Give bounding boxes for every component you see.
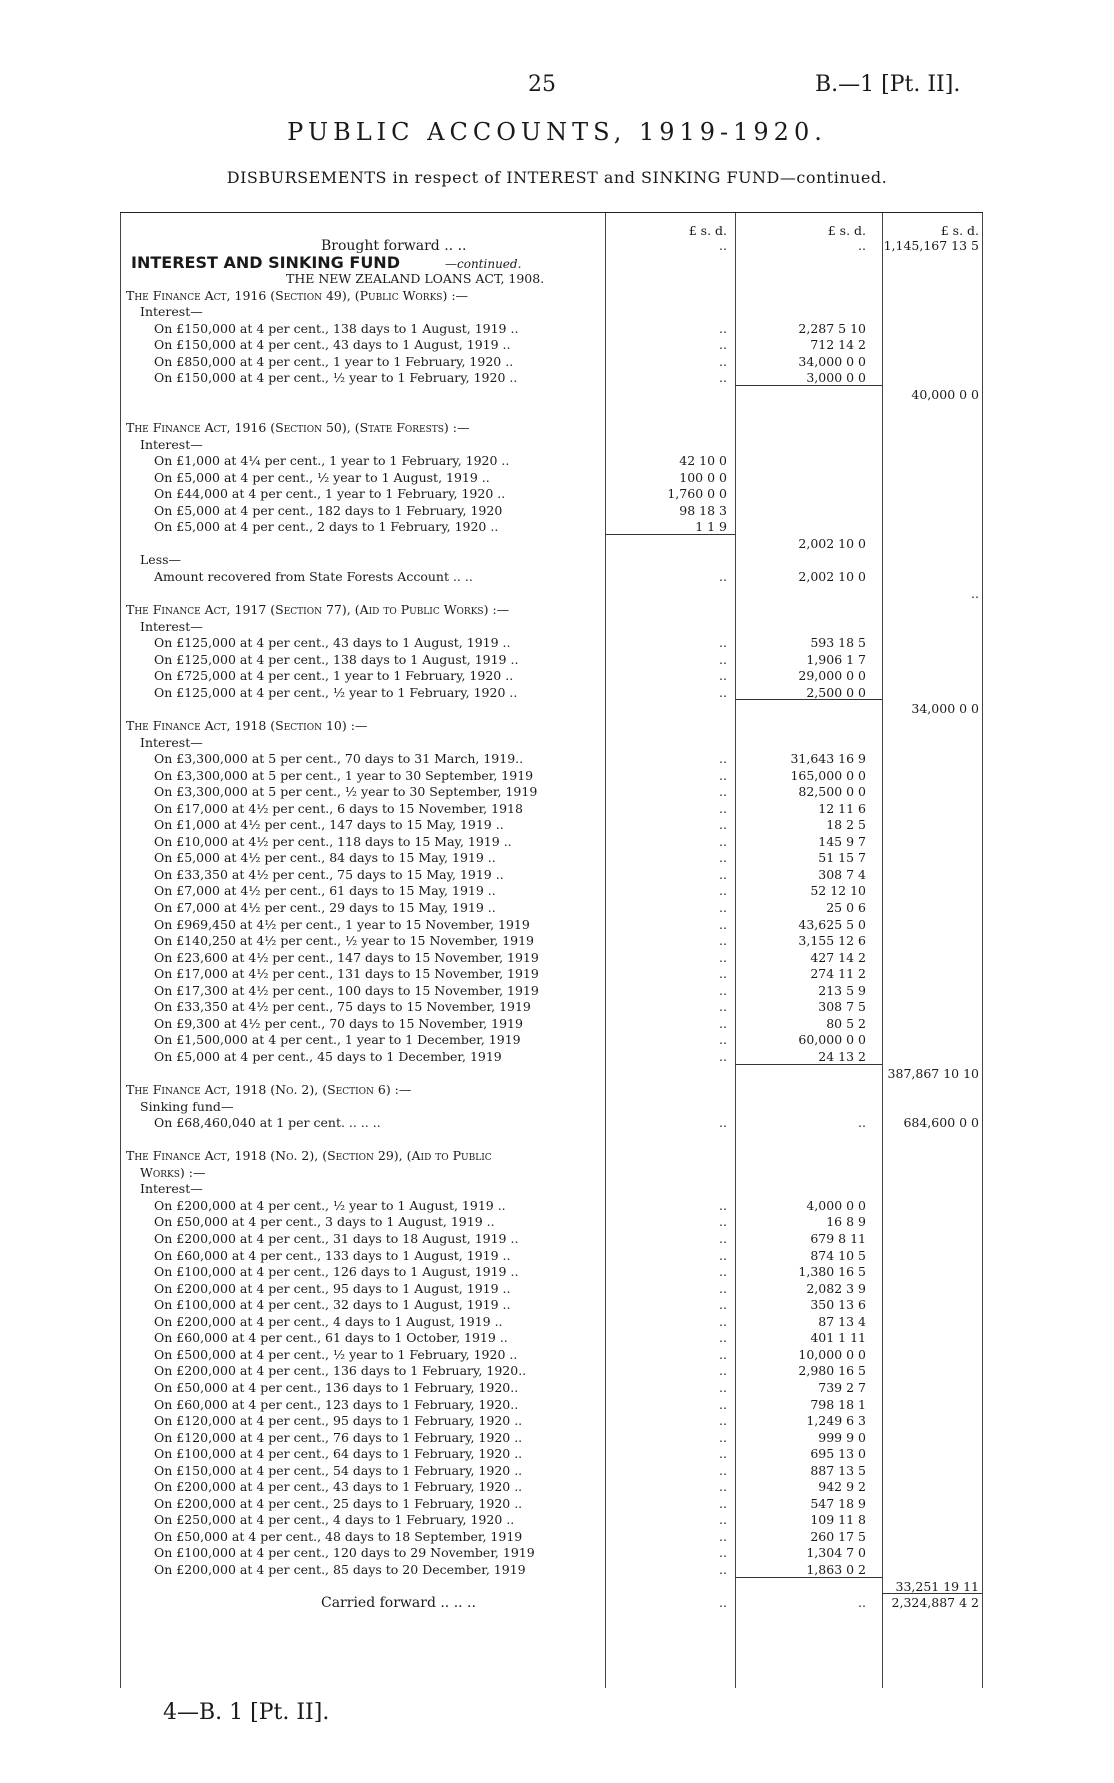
amount-c1: .. (719, 1562, 727, 1577)
row-label: On £1,500,000 at 4 per cent., 1 year to 1 December, 1919 (154, 1032, 521, 1048)
amount-c1: .. (719, 651, 727, 667)
amount-c2: 260 17 5 (810, 1528, 866, 1544)
table-row (120, 999, 983, 1015)
row-label: On £1,000 at 4¼ per cent., 1 year to 1 February, 1920 .. (154, 453, 510, 469)
amount-c2: 12 11 6 (818, 800, 866, 816)
table-row (120, 983, 983, 999)
row-label: On £3,300,000 at 5 per cent., 1 year to 30 September, 1919 (154, 767, 534, 783)
table-row (120, 1363, 983, 1379)
row-label: On £44,000 at 4 per cent., 1 year to 1 February, 1920 .. (154, 486, 506, 502)
table-row (120, 950, 983, 966)
table-row (120, 304, 983, 320)
row-label: Sinking fund— (140, 1098, 234, 1114)
row-label: On £500,000 at 4 per cent., ½ year to 1 February, 1920 .. (154, 1346, 518, 1362)
row-label: Carried forward .. .. .. (321, 1595, 476, 1612)
row-label: On £125,000 at 4 per cent., ½ year to 1 February, 1920 .. (154, 684, 518, 700)
table-row (120, 1099, 983, 1115)
amount-c1: .. (719, 1297, 727, 1313)
amount-c1: 1,760 0 0 (667, 486, 727, 502)
amount-c2: 1,304 7 0 (806, 1545, 866, 1561)
table-row (120, 1463, 983, 1479)
amount-c2: 1,906 1 7 (806, 651, 866, 667)
amount-c1: .. (719, 833, 727, 849)
row-label: On £120,000 at 4 per cent., 76 days to 1 February, 1920 .. (154, 1429, 523, 1445)
amount-c2: 29,000 0 0 (798, 668, 866, 684)
amount-c2: 999 9 0 (818, 1429, 866, 1445)
amount-c2: 145 9 7 (818, 833, 866, 849)
row-label: On £5,000 at 4 per cent., ½ year to 1 August, 1919 .. (154, 469, 490, 485)
amount-c1: .. (719, 1313, 727, 1329)
table-row (120, 1446, 983, 1462)
row-label: On £60,000 at 4 per cent., 133 days to 1 August, 1919 .. (154, 1247, 511, 1263)
sum-rule (735, 699, 882, 700)
amount-c2: 887 13 5 (810, 1462, 866, 1478)
table-row (120, 238, 983, 254)
amount-c1: .. (719, 1413, 727, 1429)
amount-c3: 1,145,167 13 5 (883, 238, 979, 253)
amount-c1: .. (719, 982, 727, 998)
sum-rule (882, 1593, 982, 1594)
table-row (120, 735, 983, 751)
row-label: On £23,600 at 4½ per cent., 147 days to 15 November, 1919 (154, 949, 539, 965)
amount-c2: .. (858, 238, 866, 253)
row-label: On £250,000 at 4 per cent., 4 days to 1 February, 1920 .. (154, 1512, 515, 1528)
table-row (120, 1148, 983, 1164)
table-row (120, 420, 983, 436)
row-label: Brought forward .. .. (321, 238, 467, 254)
amount-c2: 942 9 2 (818, 1479, 866, 1495)
amount-c1: 42 10 0 (679, 453, 727, 469)
amount-c1: .. (719, 1379, 727, 1395)
amount-c2: 798 18 1 (810, 1396, 866, 1412)
row-label: INTEREST AND SINKING FUND (131, 252, 400, 272)
amount-c2: 679 8 11 (810, 1231, 866, 1246)
column-header-row (120, 223, 983, 239)
amount-c2: 2,980 16 5 (798, 1363, 866, 1379)
table-row (120, 404, 983, 420)
row-label: On £5,000 at 4 per cent., 182 days to 1 February, 1920 (154, 502, 503, 518)
amount-c1: 1 1 9 (695, 519, 727, 535)
table-row (120, 453, 983, 469)
amount-c2: 2,002 10 0 (798, 569, 866, 584)
amount-c1: .. (719, 751, 727, 767)
amount-c2: 350 13 6 (810, 1297, 866, 1313)
amount-c2: 427 14 2 (810, 949, 866, 965)
row-label: On £17,000 at 4½ per cent., 6 days to 15 November, 1918 (154, 800, 523, 816)
amount-c1: .. (719, 933, 727, 949)
table-row (120, 1397, 983, 1413)
table-row (120, 966, 983, 982)
amount-c1: .. (719, 966, 727, 982)
table-row (120, 536, 983, 552)
column-header-2: £ s. d. (827, 223, 866, 238)
table-row (120, 602, 983, 618)
amount-c3: 33,251 19 11 (895, 1578, 979, 1594)
table-row (120, 1314, 983, 1330)
amount-c2: 60,000 0 0 (798, 1032, 866, 1048)
amount-c1: .. (719, 1479, 727, 1495)
amount-c2: .. (858, 1115, 866, 1131)
amount-c1: .. (719, 1280, 727, 1296)
amount-c2: 16 8 9 (826, 1214, 866, 1230)
amount-c2: 2,500 0 0 (806, 684, 866, 700)
amount-c2: 3,000 0 0 (806, 370, 866, 386)
table-row (120, 1032, 983, 1048)
amount-c2: 3,155 12 6 (798, 933, 866, 949)
table-row (120, 668, 983, 684)
table-row (120, 900, 983, 916)
sum-rule (605, 534, 735, 535)
row-label: On £68,460,040 at 1 per cent. .. .. .. (154, 1115, 381, 1131)
table-row (120, 1297, 983, 1313)
table-row (120, 768, 983, 784)
table-row (120, 1016, 983, 1032)
amount-c1: .. (719, 850, 727, 866)
row-label: On £725,000 at 4 per cent., 1 year to 1 February, 1920 .. (154, 668, 514, 684)
amount-c1: .. (719, 999, 727, 1015)
row-label: The Finance Act, 1918 (No. 2), (Section 6) :— (126, 1082, 412, 1098)
row-label: On £100,000 at 4 per cent., 64 days to 1 February, 1920 .. (154, 1446, 523, 1462)
row-label: On £140,250 at 4½ per cent., ½ year to 15 November, 1919 (154, 933, 535, 949)
amount-c1: .. (719, 569, 727, 584)
row-label: On £1,000 at 4½ per cent., 147 days to 15 May, 1919 .. (154, 817, 504, 833)
amount-c2: 593 18 5 (810, 635, 866, 651)
row-label: On £7,000 at 4½ per cent., 29 days to 15 May, 1919 .. (154, 900, 496, 915)
amount-c1: .. (719, 1115, 727, 1131)
amount-c1: .. (719, 1462, 727, 1478)
column-header-1: £ s. d. (688, 223, 727, 238)
row-label: On £60,000 at 4 per cent., 61 days to 1 October, 1919 .. (154, 1330, 508, 1346)
table-row (120, 569, 983, 585)
amount-c2: 24 13 2 (818, 1048, 866, 1064)
table-row (120, 850, 983, 866)
amount-c1: .. (719, 817, 727, 833)
amount-c1: .. (719, 320, 727, 336)
row-label: On £200,000 at 4 per cent., 4 days to 1 August, 1919 .. (154, 1313, 503, 1329)
row-label: On £9,300 at 4½ per cent., 70 days to 15 November, 1919 (154, 1015, 523, 1031)
table-row (120, 1066, 983, 1082)
table-row (120, 1347, 983, 1363)
amount-c2: 274 11 2 (810, 966, 866, 982)
row-label: On £100,000 at 4 per cent., 126 days to 1 August, 1919 .. (154, 1264, 519, 1280)
amount-c1: .. (719, 1264, 727, 1280)
row-label: The Finance Act, 1917 (Section 77), (Aid to Public Works) :— (126, 602, 510, 618)
amount-c1: 100 0 0 (679, 469, 727, 485)
amount-c2: 4,000 0 0 (806, 1197, 866, 1213)
amount-c1: .. (719, 1429, 727, 1445)
table-row (120, 784, 983, 800)
table-row (120, 387, 983, 403)
table-row (120, 652, 983, 668)
row-label: On £10,000 at 4½ per cent., 118 days to 15 May, 1919 .. (154, 833, 512, 849)
amount-c1: .. (719, 800, 727, 816)
amount-c2: 712 14 2 (810, 337, 866, 353)
table-row (120, 321, 983, 337)
amount-c1: .. (719, 370, 727, 386)
amount-c1: .. (719, 1446, 727, 1462)
sum-rule (735, 1064, 882, 1065)
amount-c1: .. (719, 1048, 727, 1064)
page-footer: 4—B. 1 [Pt. II]. (163, 1700, 330, 1725)
table-row (120, 437, 983, 453)
amount-c2: 165,000 0 0 (790, 767, 866, 783)
table-row (120, 252, 983, 272)
amount-c1: .. (719, 1396, 727, 1412)
row-label: On £200,000 at 4 per cent., 43 days to 1 February, 1920 .. (154, 1479, 523, 1495)
row-label: Interest— (140, 1181, 203, 1197)
row-label: Interest— (140, 436, 203, 452)
row-label: The Finance Act, 1916 (Section 49), (Public Works) :— (126, 287, 469, 303)
table-row (120, 1082, 983, 1098)
table-row (120, 1281, 983, 1297)
amount-c2: 18 2 5 (826, 817, 866, 833)
row-label: On £100,000 at 4 per cent., 32 days to 1 August, 1919 .. (154, 1297, 511, 1313)
amount-c2: 1,863 0 2 (806, 1562, 866, 1577)
row-label-suffix: —continued. (445, 256, 522, 271)
row-label: On £5,000 at 4 per cent., 45 days to 1 December, 1919 (154, 1048, 502, 1064)
amount-c2: 109 11 8 (810, 1512, 866, 1528)
page-subtitle: DISBURSEMENTS in respect of INTEREST and SINKING FUND—continued. (226, 168, 888, 187)
table-row (120, 1529, 983, 1545)
amount-c1: .. (719, 916, 727, 932)
table-row (120, 470, 983, 486)
table-row (120, 917, 983, 933)
amount-c2: 2,002 10 0 (798, 535, 866, 551)
row-label: On £50,000 at 4 per cent., 136 days to 1 February, 1920.. (154, 1379, 519, 1395)
amount-c1: .. (719, 1528, 727, 1544)
table-row (120, 619, 983, 635)
amount-c1: .. (719, 337, 727, 353)
row-label: Interest— (140, 304, 203, 320)
table-row (120, 354, 983, 370)
row-label: On £17,000 at 4½ per cent., 131 days to 15 November, 1919 (154, 966, 539, 982)
row-label: On £100,000 at 4 per cent., 120 days to 29 November, 1919 (154, 1545, 535, 1561)
table-row (120, 1595, 983, 1611)
amount-c2: 87 13 4 (818, 1313, 866, 1329)
amount-c2: 1,380 16 5 (798, 1264, 866, 1280)
amount-c2: 34,000 0 0 (798, 353, 866, 369)
row-label: The Finance Act, 1918 (No. 2), (Section 29), (Aid to Public (126, 1148, 492, 1164)
amount-c3: .. (971, 585, 979, 601)
table-row (120, 1496, 983, 1512)
row-label: On £200,000 at 4 per cent., 31 days to 18 August, 1919 .. (154, 1231, 519, 1246)
table-row (120, 817, 983, 833)
amount-c1: .. (719, 353, 727, 369)
row-label: On £200,000 at 4 per cent., 95 days to 1 August, 1919 .. (154, 1280, 511, 1296)
table-row (120, 519, 983, 535)
amount-c2: 308 7 4 (818, 866, 866, 882)
table-row (120, 337, 983, 353)
amount-c3: 40,000 0 0 (911, 386, 979, 402)
document-reference: B.—1 [Pt. II]. (815, 72, 961, 97)
row-label: On £150,000 at 4 per cent., 54 days to 1 February, 1920 .. (154, 1462, 523, 1478)
table-row (120, 1165, 983, 1181)
row-label: On £120,000 at 4 per cent., 95 days to 1 February, 1920 .. (154, 1413, 523, 1429)
amount-c3: 387,867 10 10 (887, 1065, 979, 1081)
row-label: On £125,000 at 4 per cent., 43 days to 1 August, 1919 .. (154, 635, 511, 651)
table-row (120, 271, 983, 287)
table-row (120, 1579, 983, 1595)
row-label: On £150,000 at 4 per cent., 43 days to 1 August, 1919 .. (154, 337, 511, 353)
table-row (120, 718, 983, 734)
amount-c2: 874 10 5 (810, 1247, 866, 1263)
table-row (120, 486, 983, 502)
table-row (120, 1132, 983, 1148)
amount-c1: .. (719, 684, 727, 700)
amount-c3: 34,000 0 0 (911, 701, 979, 717)
table-row (120, 751, 983, 767)
accounts-table (120, 212, 983, 1688)
amount-c1: .. (719, 238, 727, 253)
amount-c1: .. (719, 635, 727, 651)
amount-c2: 80 5 2 (826, 1015, 866, 1031)
table-row (120, 883, 983, 899)
table-row (120, 1380, 983, 1396)
amount-c2: 82,500 0 0 (798, 784, 866, 800)
row-label: Amount recovered from State Forests Account .. .. (154, 569, 473, 584)
amount-c1: .. (719, 1015, 727, 1031)
table-row (120, 1214, 983, 1230)
row-label: The Finance Act, 1916 (Section 50), (State Forests) :— (126, 420, 470, 436)
row-label: Interest— (140, 618, 203, 634)
table-row (120, 1545, 983, 1561)
page-number: 25 (528, 72, 556, 97)
table-row (120, 1198, 983, 1214)
table-row (120, 933, 983, 949)
amount-c1: .. (719, 1197, 727, 1213)
amount-c1: .. (719, 1247, 727, 1263)
amount-c2: 51 15 7 (818, 850, 866, 866)
table-row (120, 1248, 983, 1264)
row-label: Less— (140, 552, 182, 568)
row-label: On £3,300,000 at 5 per cent., ½ year to 30 September, 1919 (154, 784, 538, 800)
amount-c2: 2,082 3 9 (806, 1280, 866, 1296)
row-label: On £850,000 at 4 per cent., 1 year to 1 February, 1920 .. (154, 353, 514, 369)
amount-c1: .. (719, 1214, 727, 1230)
table-row (120, 867, 983, 883)
amount-c2: 547 18 9 (810, 1495, 866, 1511)
amount-c1: .. (719, 1512, 727, 1528)
amount-c2: 25 0 6 (826, 900, 866, 915)
row-label: On £200,000 at 4 per cent., 136 days to 1 February, 1920.. (154, 1363, 527, 1379)
amount-c1: .. (719, 668, 727, 684)
row-label: On £60,000 at 4 per cent., 123 days to 1 February, 1920.. (154, 1396, 519, 1412)
row-label: On £200,000 at 4 per cent., ½ year to 1 August, 1919 .. (154, 1197, 506, 1213)
amount-c1: .. (719, 1330, 727, 1346)
amount-c2: 695 13 0 (810, 1446, 866, 1462)
amount-c2: 31,643 16 9 (790, 751, 866, 767)
amount-c2: .. (858, 1595, 866, 1611)
table-row (120, 834, 983, 850)
table-row (120, 701, 983, 717)
amount-c1: .. (719, 1231, 727, 1246)
row-label: Works) :— (140, 1164, 206, 1180)
sum-rule (735, 385, 882, 386)
page-title: PUBLIC ACCOUNTS, 1919-1920. (287, 118, 827, 146)
table-row (120, 552, 983, 568)
row-label: On £50,000 at 4 per cent., 3 days to 1 August, 1919 .. (154, 1214, 495, 1230)
amount-c1: .. (719, 1032, 727, 1048)
amount-c2: 2,287 5 10 (798, 320, 866, 336)
row-label: On £50,000 at 4 per cent., 48 days to 18 September, 1919 (154, 1528, 523, 1544)
sum-rule (735, 1577, 882, 1578)
table-row (120, 1512, 983, 1528)
table-row (120, 586, 983, 602)
amount-c2: 52 12 10 (810, 883, 866, 899)
table-row (120, 1430, 983, 1446)
table-row (120, 503, 983, 519)
row-label: On £150,000 at 4 per cent., 138 days to 1 August, 1919 .. (154, 320, 519, 336)
table-row (120, 1115, 983, 1131)
table-row (120, 1330, 983, 1346)
amount-c1: 98 18 3 (679, 502, 727, 518)
amount-c2: 213 5 9 (818, 982, 866, 998)
row-label: On £33,350 at 4½ per cent., 75 days to 15 November, 1919 (154, 999, 531, 1015)
table-row (120, 1479, 983, 1495)
amount-c2: 739 2 7 (818, 1379, 866, 1395)
row-label: On £7,000 at 4½ per cent., 61 days to 15 May, 1919 .. (154, 883, 496, 899)
row-label: On £3,300,000 at 5 per cent., 70 days to 31 March, 1919.. (154, 751, 524, 767)
amount-c2: 10,000 0 0 (798, 1346, 866, 1362)
column-header-3: £ s. d. (940, 223, 979, 238)
amount-c1: .. (719, 949, 727, 965)
row-label: On £5,000 at 4 per cent., 2 days to 1 February, 1920 .. (154, 519, 499, 535)
amount-c1: .. (719, 1363, 727, 1379)
amount-c3: 2,324,887 4 2 (891, 1595, 979, 1611)
amount-c1: .. (719, 866, 727, 882)
row-label: On £125,000 at 4 per cent., 138 days to 1 August, 1919 .. (154, 651, 519, 667)
table-row (120, 1413, 983, 1429)
amount-c1: .. (719, 1545, 727, 1561)
table-row (120, 801, 983, 817)
amount-c1: .. (719, 1595, 727, 1611)
amount-c1: .. (719, 767, 727, 783)
amount-c1: .. (719, 883, 727, 899)
table-row (120, 288, 983, 304)
table-row (120, 1264, 983, 1280)
row-label: THE NEW ZEALAND LOANS ACT, 1908. (286, 271, 545, 287)
amount-c1: .. (719, 1495, 727, 1511)
row-label: On £33,350 at 4½ per cent., 75 days to 15 May, 1919 .. (154, 866, 504, 882)
table-row (120, 635, 983, 651)
amount-c1: .. (719, 1346, 727, 1362)
amount-c2: 308 7 5 (818, 999, 866, 1015)
table-row (120, 1231, 983, 1247)
amount-c2: 401 1 11 (810, 1330, 866, 1346)
row-label: On £969,450 at 4½ per cent., 1 year to 15 November, 1919 (154, 916, 530, 932)
amount-c3: 684,600 0 0 (903, 1115, 979, 1131)
amount-c2: 1,249 6 3 (806, 1413, 866, 1429)
row-label: On £5,000 at 4½ per cent., 84 days to 15 May, 1919 .. (154, 850, 496, 866)
row-label: On £17,300 at 4½ per cent., 100 days to 15 November, 1919 (154, 982, 539, 998)
amount-c2: 43,625 5 0 (798, 916, 866, 932)
row-label: The Finance Act, 1918 (Section 10) :— (126, 717, 368, 733)
row-label: Interest— (140, 734, 203, 750)
row-label: On £150,000 at 4 per cent., ½ year to 1 February, 1920 .. (154, 370, 518, 386)
amount-c1: .. (719, 784, 727, 800)
table-row (120, 1181, 983, 1197)
row-label: On £200,000 at 4 per cent., 25 days to 1 February, 1920 .. (154, 1495, 523, 1511)
amount-c1: .. (719, 900, 727, 915)
row-label: On £200,000 at 4 per cent., 85 days to 20 December, 1919 (154, 1562, 526, 1577)
